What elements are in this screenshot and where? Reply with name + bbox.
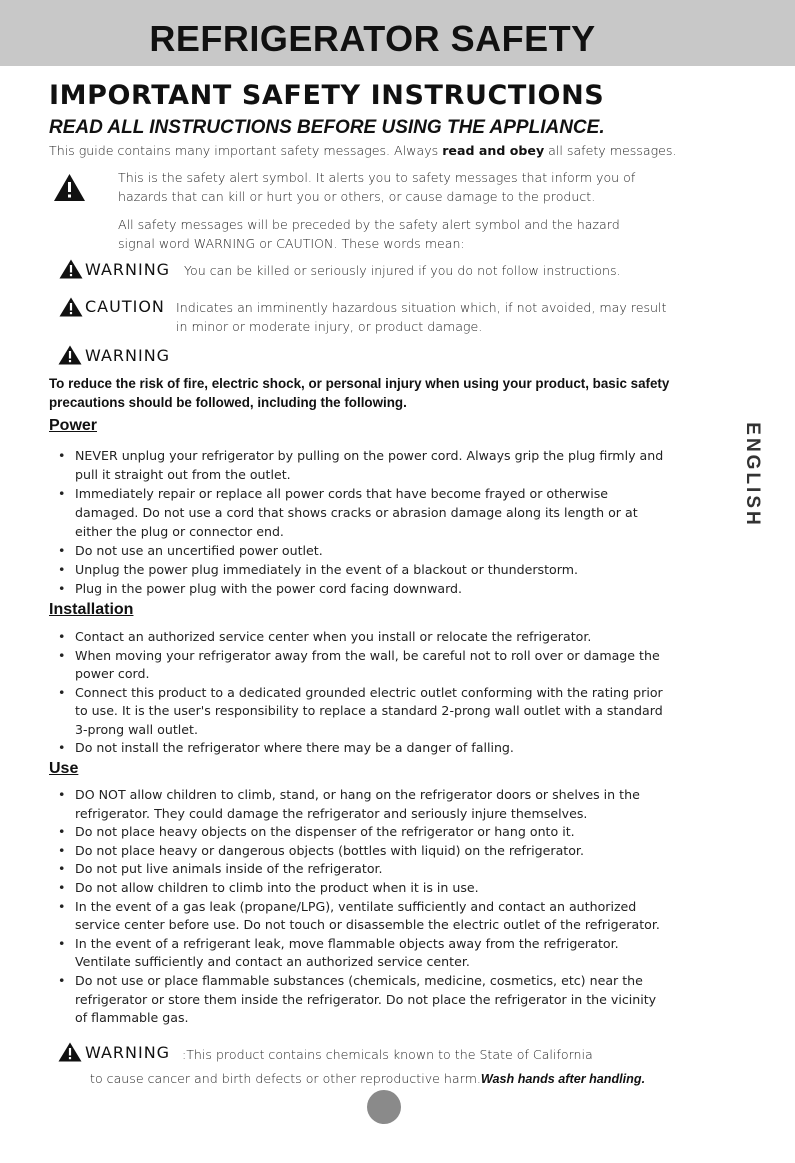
bullet-dot: • xyxy=(58,684,66,700)
list-item xyxy=(58,897,738,934)
bullet-dot: • xyxy=(58,581,66,596)
list-item-text: Connect this product to a dedicated grounded electric outlet conforming with the rating prior xyxy=(75,684,663,700)
list-item-text: Contact an authorized service center when you install or relocate the refrigerator. xyxy=(75,629,592,644)
list-item-text: refrigerator. They could damage the refrigerator and seriously injure themselves. xyxy=(75,805,588,821)
warning-triangle-icon xyxy=(58,345,82,365)
bullet-dot: • xyxy=(58,740,66,755)
section-title-installation: Installation xyxy=(49,601,134,618)
list-item-text: service center before use. Do not touch or disassemble the electric outlet of the refrigerator. xyxy=(75,917,660,933)
list-item-text: damaged. Do not use a cord that shows cracks or abrasion damage along its length or at xyxy=(75,505,638,520)
list-item-text: Do not allow children to climb into the product when it is in use. xyxy=(75,880,479,895)
list-item xyxy=(58,822,738,841)
list-item-text: Ventilate sufficiently and contact an authorized service center. xyxy=(75,954,470,970)
subheading: READ ALL INSTRUCTIONS BEFORE USING THE APPLIANCE. xyxy=(49,117,605,138)
list-item xyxy=(58,785,738,822)
caution-signal-word: CAUTION xyxy=(85,297,165,316)
bullet-dot: • xyxy=(58,562,66,577)
list-item xyxy=(58,541,738,560)
list-item-text: NEVER unplug your refrigerator by pulling on the power cord. Always grip the plug firmly and xyxy=(75,448,664,463)
list-item-text: Do not use an uncertified power outlet. xyxy=(75,543,323,558)
list-item xyxy=(58,971,738,1027)
list-item xyxy=(58,446,738,484)
list-item xyxy=(58,646,738,683)
bullet-dot: • xyxy=(58,898,66,914)
bullet-dot: • xyxy=(58,448,66,463)
signal-word-text-line-1: All safety messages will be preceded by the safety alert symbol and the hazard xyxy=(118,217,620,232)
list-item-text: either the plug or connector end. xyxy=(75,524,284,539)
list-item-text: pull it straight out from the outlet. xyxy=(75,467,291,482)
main-heading: IMPORTANT SAFETY INSTRUCTIONS xyxy=(49,80,605,111)
list-item-text: Do not use or place flammable substances (chemicals, medicine, cosmetics, etc) near the xyxy=(75,973,643,988)
warning-block-signal-word: WARNING xyxy=(85,346,171,365)
list-item-text: Do not put live animals inside of the refrigerator. xyxy=(75,861,383,877)
warning-triangle-icon xyxy=(53,173,86,202)
list-item-text: In the event of a refrigerant leak, move flammable objects away from the refrigerator. xyxy=(75,935,619,951)
list-item-text: Unplug the power plug immediately in the event of a blackout or thunderstorm. xyxy=(75,562,578,577)
page-header-title: REFRIGERATOR SAFETY xyxy=(149,18,596,59)
list-item-text: to use. It is the user's responsibility to replace a standard 2-prong wall outlet with a standard xyxy=(75,703,663,718)
language-side-tab-label: ENGLISH xyxy=(742,422,763,528)
warning-definition: You can be killed or seriously injured if you do not follow instructions. xyxy=(184,263,621,278)
bullet-dot: • xyxy=(58,787,66,802)
list-item-text: of flammable gas. xyxy=(75,1010,189,1026)
list-item-text: DO NOT allow children to climb, stand, or hang on the refrigerator doors or shelves in the xyxy=(75,787,640,802)
list-item-text: Plug in the power plug with the power cord facing downward. xyxy=(75,581,463,596)
page-number-circle xyxy=(367,1090,401,1124)
caution-triangle-icon xyxy=(59,297,83,317)
bullet-dot: • xyxy=(58,880,66,895)
bullet-dot: • xyxy=(58,824,66,840)
prop65-signal-word: WARNING xyxy=(85,1043,171,1062)
list-item xyxy=(58,560,738,579)
list-item xyxy=(58,579,738,598)
alert-symbol-text-line-1: This is the safety alert symbol. It alerts you to safety messages that inform you of xyxy=(118,170,636,185)
list-item-text: Do not place heavy or dangerous objects (bottles with liquid) on the refrigerator. xyxy=(75,842,584,858)
signal-word-text-line-2: signal word WARNING or CAUTION. These words mean: xyxy=(118,236,465,251)
list-item xyxy=(58,934,738,971)
list-item-text: Do not place heavy objects on the dispenser of the refrigerator or hang onto it. xyxy=(75,824,575,840)
list-item-text: Do not install the refrigerator where there may be a danger of falling. xyxy=(75,740,514,755)
alert-symbol-text-line-2: hazards that can kill or hurt you or others, or cause damage to the product. xyxy=(118,189,596,204)
list-item xyxy=(58,484,738,541)
section-title-power: Power xyxy=(49,417,98,434)
wash-hands-emphasis: Wash hands after handling. xyxy=(480,1072,646,1086)
bullet-dot: • xyxy=(58,973,66,988)
list-item-text: 3-prong wall outlet. xyxy=(75,721,198,737)
warning-signal-word: WARNING xyxy=(85,260,171,279)
language-side-tab xyxy=(742,405,762,545)
bullet-dot: • xyxy=(58,861,66,877)
bullet-dot: • xyxy=(58,842,66,858)
warning-block-line-1: To reduce the risk of fire, electric shock, or personal injury when using your product, basic safety xyxy=(49,376,670,391)
caution-definition-line-2: in minor or moderate injury, or product damage. xyxy=(176,319,483,334)
bullet-dot: • xyxy=(58,647,66,663)
list-item xyxy=(58,841,738,860)
intro-text: This guide contains many important safety messages. Always read and obey all safety messages. xyxy=(49,143,677,158)
list-item xyxy=(58,859,738,878)
warning-block-text xyxy=(49,374,739,412)
warning-triangle-icon xyxy=(58,1042,82,1062)
list-item-text: When moving your refrigerator away from the wall, be careful not to roll over or damage the xyxy=(75,647,660,663)
prop65-text-line-1: :This product contains chemicals known to the State of California xyxy=(182,1047,593,1062)
list-item-text: power cord. xyxy=(75,666,150,681)
list-item xyxy=(58,683,738,739)
list-item xyxy=(58,627,738,646)
list-item-text: In the event of a gas leak (propane/LPG), ventilate sufficiently and contact an authorized xyxy=(75,898,637,914)
bullet-dot: • xyxy=(58,935,66,951)
warning-block-line-2: precautions should be followed, including the following. xyxy=(49,395,407,410)
prop65-text-line-2 xyxy=(90,1069,645,1089)
list-item-text: refrigerator or store them inside the refrigerator. Do not place the refrigerator in the vicinity xyxy=(75,991,657,1007)
list-item-text: Immediately repair or replace all power cords that have become frayed or otherwise xyxy=(75,486,609,501)
bullet-dot: • xyxy=(58,486,66,501)
prop65-line2-text: to cause cancer and birth defects or other reproductive harm. xyxy=(90,1071,481,1086)
section-title-use: Use xyxy=(49,760,79,777)
bullet-dot: • xyxy=(58,629,66,644)
warning-triangle-icon xyxy=(59,259,83,279)
list-item xyxy=(58,738,738,757)
caution-definition-line-1: Indicates an imminently hazardous situation which, if not avoided, may result xyxy=(176,300,667,315)
bullet-dot: • xyxy=(58,543,66,558)
list-item xyxy=(58,878,738,897)
